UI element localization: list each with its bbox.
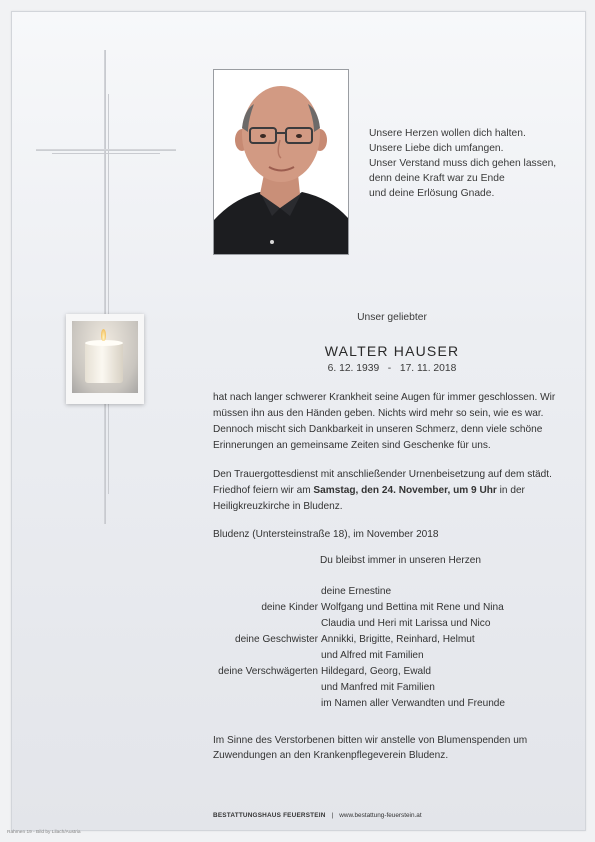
footer xyxy=(213,812,422,819)
announcement-paragraph: hat nach langer schwerer Krankheit seine Augen für immer geschlossen. Wir müssen ihn aus den Händen geben. Nichts wird mehr so sein, wie es war. Dennoch mischt sich Dankbarkeit in unseren Schmerz, denn viele schöne Erinnerungen an gemeinsame Zeiten sind Geschenke für uns. xyxy=(213,392,556,451)
mourner-row xyxy=(162,664,572,680)
mourner-row xyxy=(162,584,572,600)
portrait-photo xyxy=(213,69,349,255)
death-date: 17. 11. 2018 xyxy=(399,363,457,374)
poem-line: denn deine Kraft war zu Ende xyxy=(369,173,505,184)
mourner-names: Hildegard, Georg, Ewald xyxy=(321,666,431,677)
mourner-row xyxy=(162,696,572,712)
mourner-names: und Manfred mit Familien xyxy=(321,682,435,693)
mourner-relation: deine Geschwister xyxy=(234,634,318,645)
mourner-relation xyxy=(162,680,321,696)
birth-date: 6. 12. 1939 xyxy=(327,363,380,374)
mourner-names: Claudia und Heri mit Larissa und Nico xyxy=(321,618,491,629)
service-paragraph xyxy=(213,467,565,515)
service-text-start: Den Trauergottesdienst mit anschließender Urnenbeisetzung auf dem städt. Friedhof feiern wir am xyxy=(213,469,552,496)
funeral-home-name: BESTATTUNGSHAUS FEUERSTEIN xyxy=(213,812,326,819)
mourner-relation xyxy=(162,584,321,600)
intro-text: Unser geliebter xyxy=(357,312,427,323)
mourner-row xyxy=(162,632,572,648)
cross-vertical-line xyxy=(108,94,109,494)
poem xyxy=(369,126,556,201)
mourner-row xyxy=(162,616,572,632)
donation-note: Im Sinne des Verstorbenen bitten wir anstelle von Blumenspenden um Zuwendungen an den Krankenpflegeverein Bludenz. xyxy=(213,735,528,761)
mourner-relation xyxy=(162,696,321,712)
farewell-line: Du bleibst immer in unseren Herzen xyxy=(320,555,482,566)
poem-line: Unsere Herzen wollen dich halten. xyxy=(369,128,526,139)
mourners-list xyxy=(162,584,572,712)
candle-icon xyxy=(85,343,123,383)
mourner-row xyxy=(162,600,572,616)
service-date-time: Samstag, den 24. November, um 9 Uhr xyxy=(313,485,497,496)
poem-line: und deine Erlösung Gnade. xyxy=(369,188,495,199)
mourner-relation: deine Kinder xyxy=(261,602,318,613)
poem-line: Unsere Liebe dich umfangen. xyxy=(369,143,504,154)
poem-line: Unser Verstand muss dich gehen lassen, xyxy=(369,158,557,169)
mourner-row xyxy=(162,648,572,664)
mourner-names: im Namen aller Verwandten und Freunde xyxy=(321,698,506,709)
mourner-names: Annikki, Brigitte, Reinhard, Helmut xyxy=(321,634,475,645)
mourner-names: und Alfred mit Familien xyxy=(321,650,424,661)
service-text-end: in der Heiligkreuzkirche in Bludenz. xyxy=(213,485,525,512)
flame-icon xyxy=(101,329,106,341)
funeral-home-website-link[interactable]: www.bestattung-feuerstein.at xyxy=(339,812,422,819)
mourner-names: Wolfgang und Bettina mit Rene und Nina xyxy=(321,602,504,613)
mourner-relation: deine Verschwägerten xyxy=(218,666,318,677)
mourner-names: deine Ernestine xyxy=(321,586,392,597)
date-separator xyxy=(382,363,397,374)
date-separator-glyph: - xyxy=(387,363,392,374)
image-credit: Rahmen 19 - Bild by Lilach/Austria xyxy=(7,830,81,835)
life-dates xyxy=(213,363,571,374)
mourner-relation xyxy=(162,648,321,664)
deceased-name: WALTER HAUSER xyxy=(324,343,460,359)
obituary-card xyxy=(11,11,586,831)
cross-horizontal-line xyxy=(52,153,160,154)
cross-horizontal-beam xyxy=(36,149,176,151)
cross-vertical-beam xyxy=(104,50,106,524)
mourner-relation xyxy=(162,616,321,632)
portrait-illustration xyxy=(214,70,348,254)
mourner-row xyxy=(162,680,572,696)
place-date: Bludenz (Untersteinstraße 18), im November 2018 xyxy=(213,529,439,540)
footer-separator: | xyxy=(331,812,334,819)
